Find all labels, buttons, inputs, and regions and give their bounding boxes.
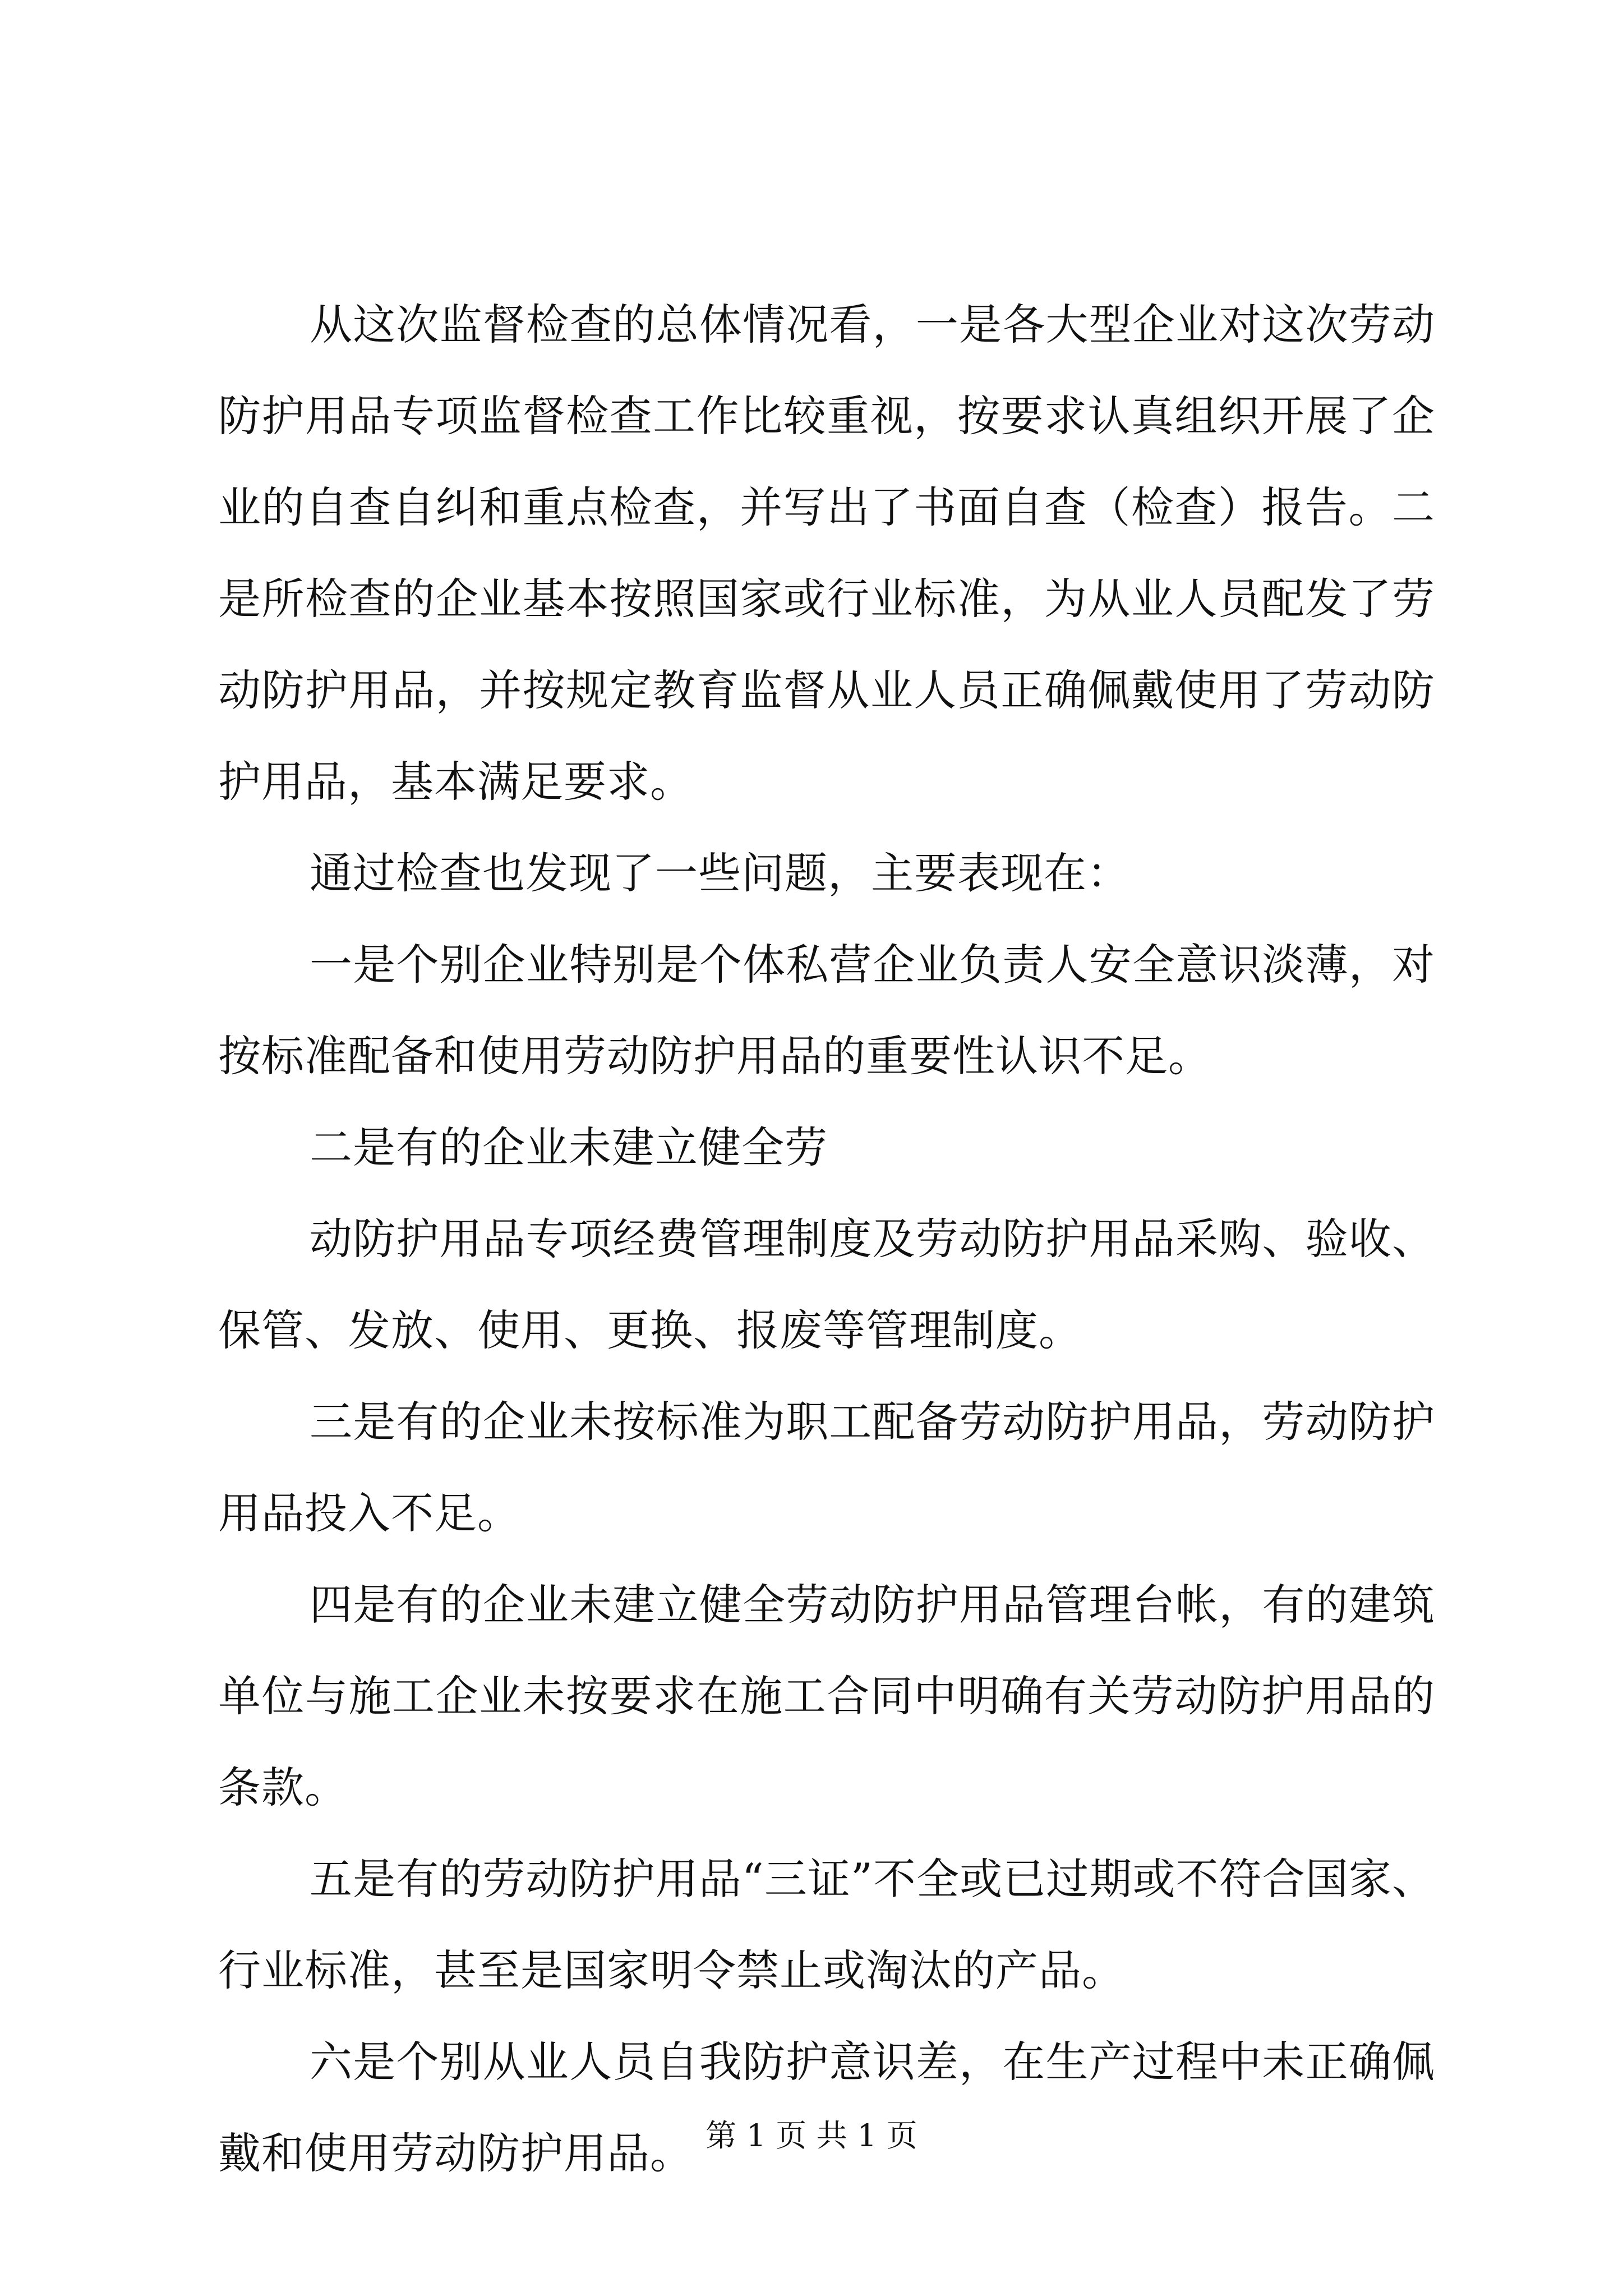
paragraph-problem-2-start: 二是有的企业未建立健全劳 — [310, 1122, 828, 1172]
paragraph-problem-4: 四是有的企业未建立健全劳动防护用品管理台帐，有的建筑单位与施工企业未按要求在施工合同中明确有关劳动防护用品的条款。 — [218, 1580, 1435, 1812]
paragraph-problem-1: 一是个别企业特别是个体私营企业负责人安全意识淡薄，对按标准配备和使用劳动防护用品的重要性认识不足。 — [218, 940, 1435, 1081]
paragraph-summary: 从这次监督检查的总体情况看，一是各大型企业对这次劳动防护用品专项监督检查工作比较重视，按要求认真组织开展了企业的自查自纠和重点检查，并写出了书面自查（检查）报告。二是所检查的企业基本按照国家或行业标准，为从业人员配发了劳动防护用品，并按规定教育监督从业人员正确佩戴使用了劳动防护用品，基本满足要求。 — [218, 300, 1435, 807]
paragraph-problem-2-continued: 动防护用品专项经费管理制度及劳动防护用品采购、验收、保管、发放、使用、更换、报废等管理制度。 — [218, 1214, 1435, 1355]
paragraph-problem-5: 五是有的劳动防护用品“三证”不全或已过期或不符合国家、行业标准，甚至是国家明令禁止或淘汰的产品。 — [218, 1854, 1435, 1995]
paragraph-problem-3: 三是有的企业未按标准为职工配备劳动防护用品，劳动防护用品投入不足。 — [218, 1397, 1435, 1538]
document-body — [218, 279, 1435, 2199]
page-number-footer: 第 1 页 共 1 页 — [706, 2118, 917, 2154]
paragraph-problem-6: 六是个别从业人员自我防护意识差，在生产过程中未正确佩戴和使用劳动防护用品。 — [218, 2037, 1435, 2178]
paragraph-problems-intro: 通过检查也发现了一些问题，主要表现在： — [310, 848, 1130, 898]
